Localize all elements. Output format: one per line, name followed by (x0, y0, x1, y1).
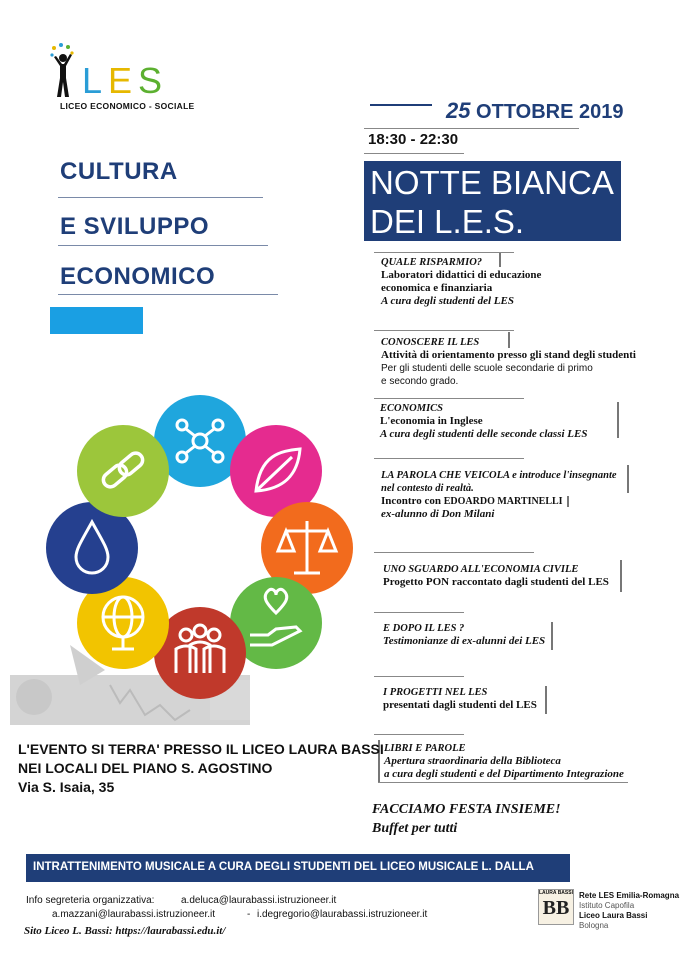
block-bar (551, 622, 553, 650)
program-heading: ECONOMICS (380, 403, 444, 414)
info-label: Info segreteria organizzativa: (26, 895, 155, 906)
separator: - (247, 909, 251, 920)
program-small: Per gli studenti delle scuole secondarie di primo (381, 363, 593, 374)
divider (374, 734, 464, 735)
program-heading: UNO SGUARDO ALL'ECONOMIA CIVILE (383, 564, 579, 575)
closing-line-2: Buffet per tutti (372, 821, 458, 836)
program-italic: A cura degli studenti del LES (381, 295, 514, 307)
program-heading: I PROGETTI NEL LES (383, 687, 488, 698)
divider (374, 398, 524, 399)
program-italic: A cura degli studenti delle seconde classi LES (380, 428, 588, 440)
program-block-8 (384, 742, 624, 781)
laura-bassi-logo (538, 889, 574, 925)
date-dashes (370, 104, 432, 106)
divider (58, 245, 268, 246)
divider (374, 676, 464, 677)
program-italic: Apertura straordinaria della Biblioteca (384, 755, 561, 767)
program-small: e secondo grado. (381, 376, 459, 387)
divider (374, 252, 514, 253)
program-italic: a cura degli studenti e del Dipartimento Integrazione (384, 768, 624, 780)
program-block-3 (380, 402, 587, 441)
program-block-2 (381, 336, 636, 388)
event-time: 18:30 - 22:30 (368, 131, 459, 148)
logo-subtitle: LICEO ECONOMICO - SOCIALE (60, 101, 195, 111)
heading-line-3: ECONOMICO (60, 263, 216, 290)
program-heading: QUALE RISPARMIO? (381, 257, 483, 268)
logo-figure-icon (48, 42, 82, 100)
program-heading-cont: nel contesto di realtà. (381, 483, 474, 494)
heading-line-2: E SVILUPPO (60, 213, 210, 240)
event-date (446, 98, 624, 124)
network-line-2: Istituto Capofila (579, 901, 635, 910)
email-link[interactable]: i.degregorio@laurabassi.istruzioneer.it (257, 909, 428, 920)
block-bar (620, 560, 622, 592)
block-bar (627, 465, 629, 493)
program-heading: E DOPO IL LES ? (383, 623, 465, 634)
program-heading: LIBRI E PAROLE (384, 743, 466, 754)
block-bar (617, 402, 619, 438)
program-italic: Testimonianze di ex-alunni dei LES (383, 635, 546, 647)
program-block-1 (381, 256, 541, 308)
program-line: Incontro con (381, 495, 441, 507)
logo-mark: BB (542, 897, 570, 919)
divider (364, 153, 464, 154)
network-line-4: Bologna (579, 921, 609, 930)
logo-letter-l: L (82, 60, 109, 101)
program-italic: ex-alunno di Don Milani (381, 508, 495, 520)
divider (364, 128, 579, 129)
divider (58, 197, 263, 198)
email-link[interactable]: a.deluca@laurabassi.istruzioneer.it (181, 895, 337, 906)
event-date-day: 25 (446, 98, 471, 123)
program-line: presentati dagli studenti del LES (383, 699, 537, 711)
divider (374, 612, 464, 613)
divider (374, 458, 524, 459)
program-block-6 (383, 622, 545, 648)
email-link[interactable]: a.mazzani@laurabassi.istruzioneer.it (52, 909, 216, 920)
logo-label: LAURA BASSI (539, 890, 573, 896)
program-line: Attività di orientamento presso gli stand degli studenti (381, 349, 636, 361)
event-title-box (364, 161, 621, 241)
program-guest: EDOARDO MARTINELLI (444, 496, 569, 507)
block-bar (545, 686, 547, 714)
network-line-3: Liceo Laura Bassi (579, 911, 648, 920)
program-line: economica e finanziaria (381, 282, 493, 294)
divider (374, 330, 514, 331)
venue-line-1: L'EVENTO SI TERRA' PRESSO IL LICEO LAURA BASSI (18, 741, 384, 757)
event-date-rest: OTTOBRE 2019 (476, 101, 624, 123)
divider (58, 294, 278, 295)
divider (374, 552, 534, 553)
program-block-5 (383, 563, 609, 589)
closing-line-1: FACCIAMO FESTA INSIEME! (372, 802, 561, 817)
program-line: Laboratori didattici di educazione (381, 269, 542, 281)
program-block-7 (383, 686, 537, 712)
venue-line-2: NEI LOCALI DEL PIANO S. AGOSTINO (18, 760, 273, 776)
website-link[interactable]: Sito Liceo L. Bassi: https://laurabassi.edu.it/ (24, 925, 226, 937)
program-heading: LA PAROLA CHE VEICOLA e introduce l'insegnante (381, 470, 617, 481)
accent-block (50, 307, 143, 334)
logo-letter-e: E (108, 60, 139, 101)
logo-letters (82, 60, 168, 102)
divider (378, 782, 628, 783)
venue-address: Via S. Isaia, 35 (18, 779, 115, 795)
program-block-4 (381, 469, 617, 521)
music-banner: INTRATTENIMENTO MUSICALE A CURA DEGLI STUDENTI DEL LICEO MUSICALE L. DALLA (26, 854, 570, 882)
event-title-line-1: NOTTE BIANCA (370, 164, 614, 201)
program-line: Progetto PON raccontato dagli studenti del LES (383, 576, 609, 588)
logo-letter-s: S (138, 60, 169, 101)
icon-wheel (10, 385, 360, 725)
heading-line-1: CULTURA (60, 158, 178, 185)
program-heading: CONOSCERE IL LES (381, 337, 480, 348)
event-title-line-2: DEI L.E.S. (370, 203, 525, 240)
network-line-1: Rete LES Emilia-Romagna (579, 891, 680, 900)
program-line: L'economia in Inglese (380, 415, 483, 427)
chain-link-icon (77, 425, 169, 517)
